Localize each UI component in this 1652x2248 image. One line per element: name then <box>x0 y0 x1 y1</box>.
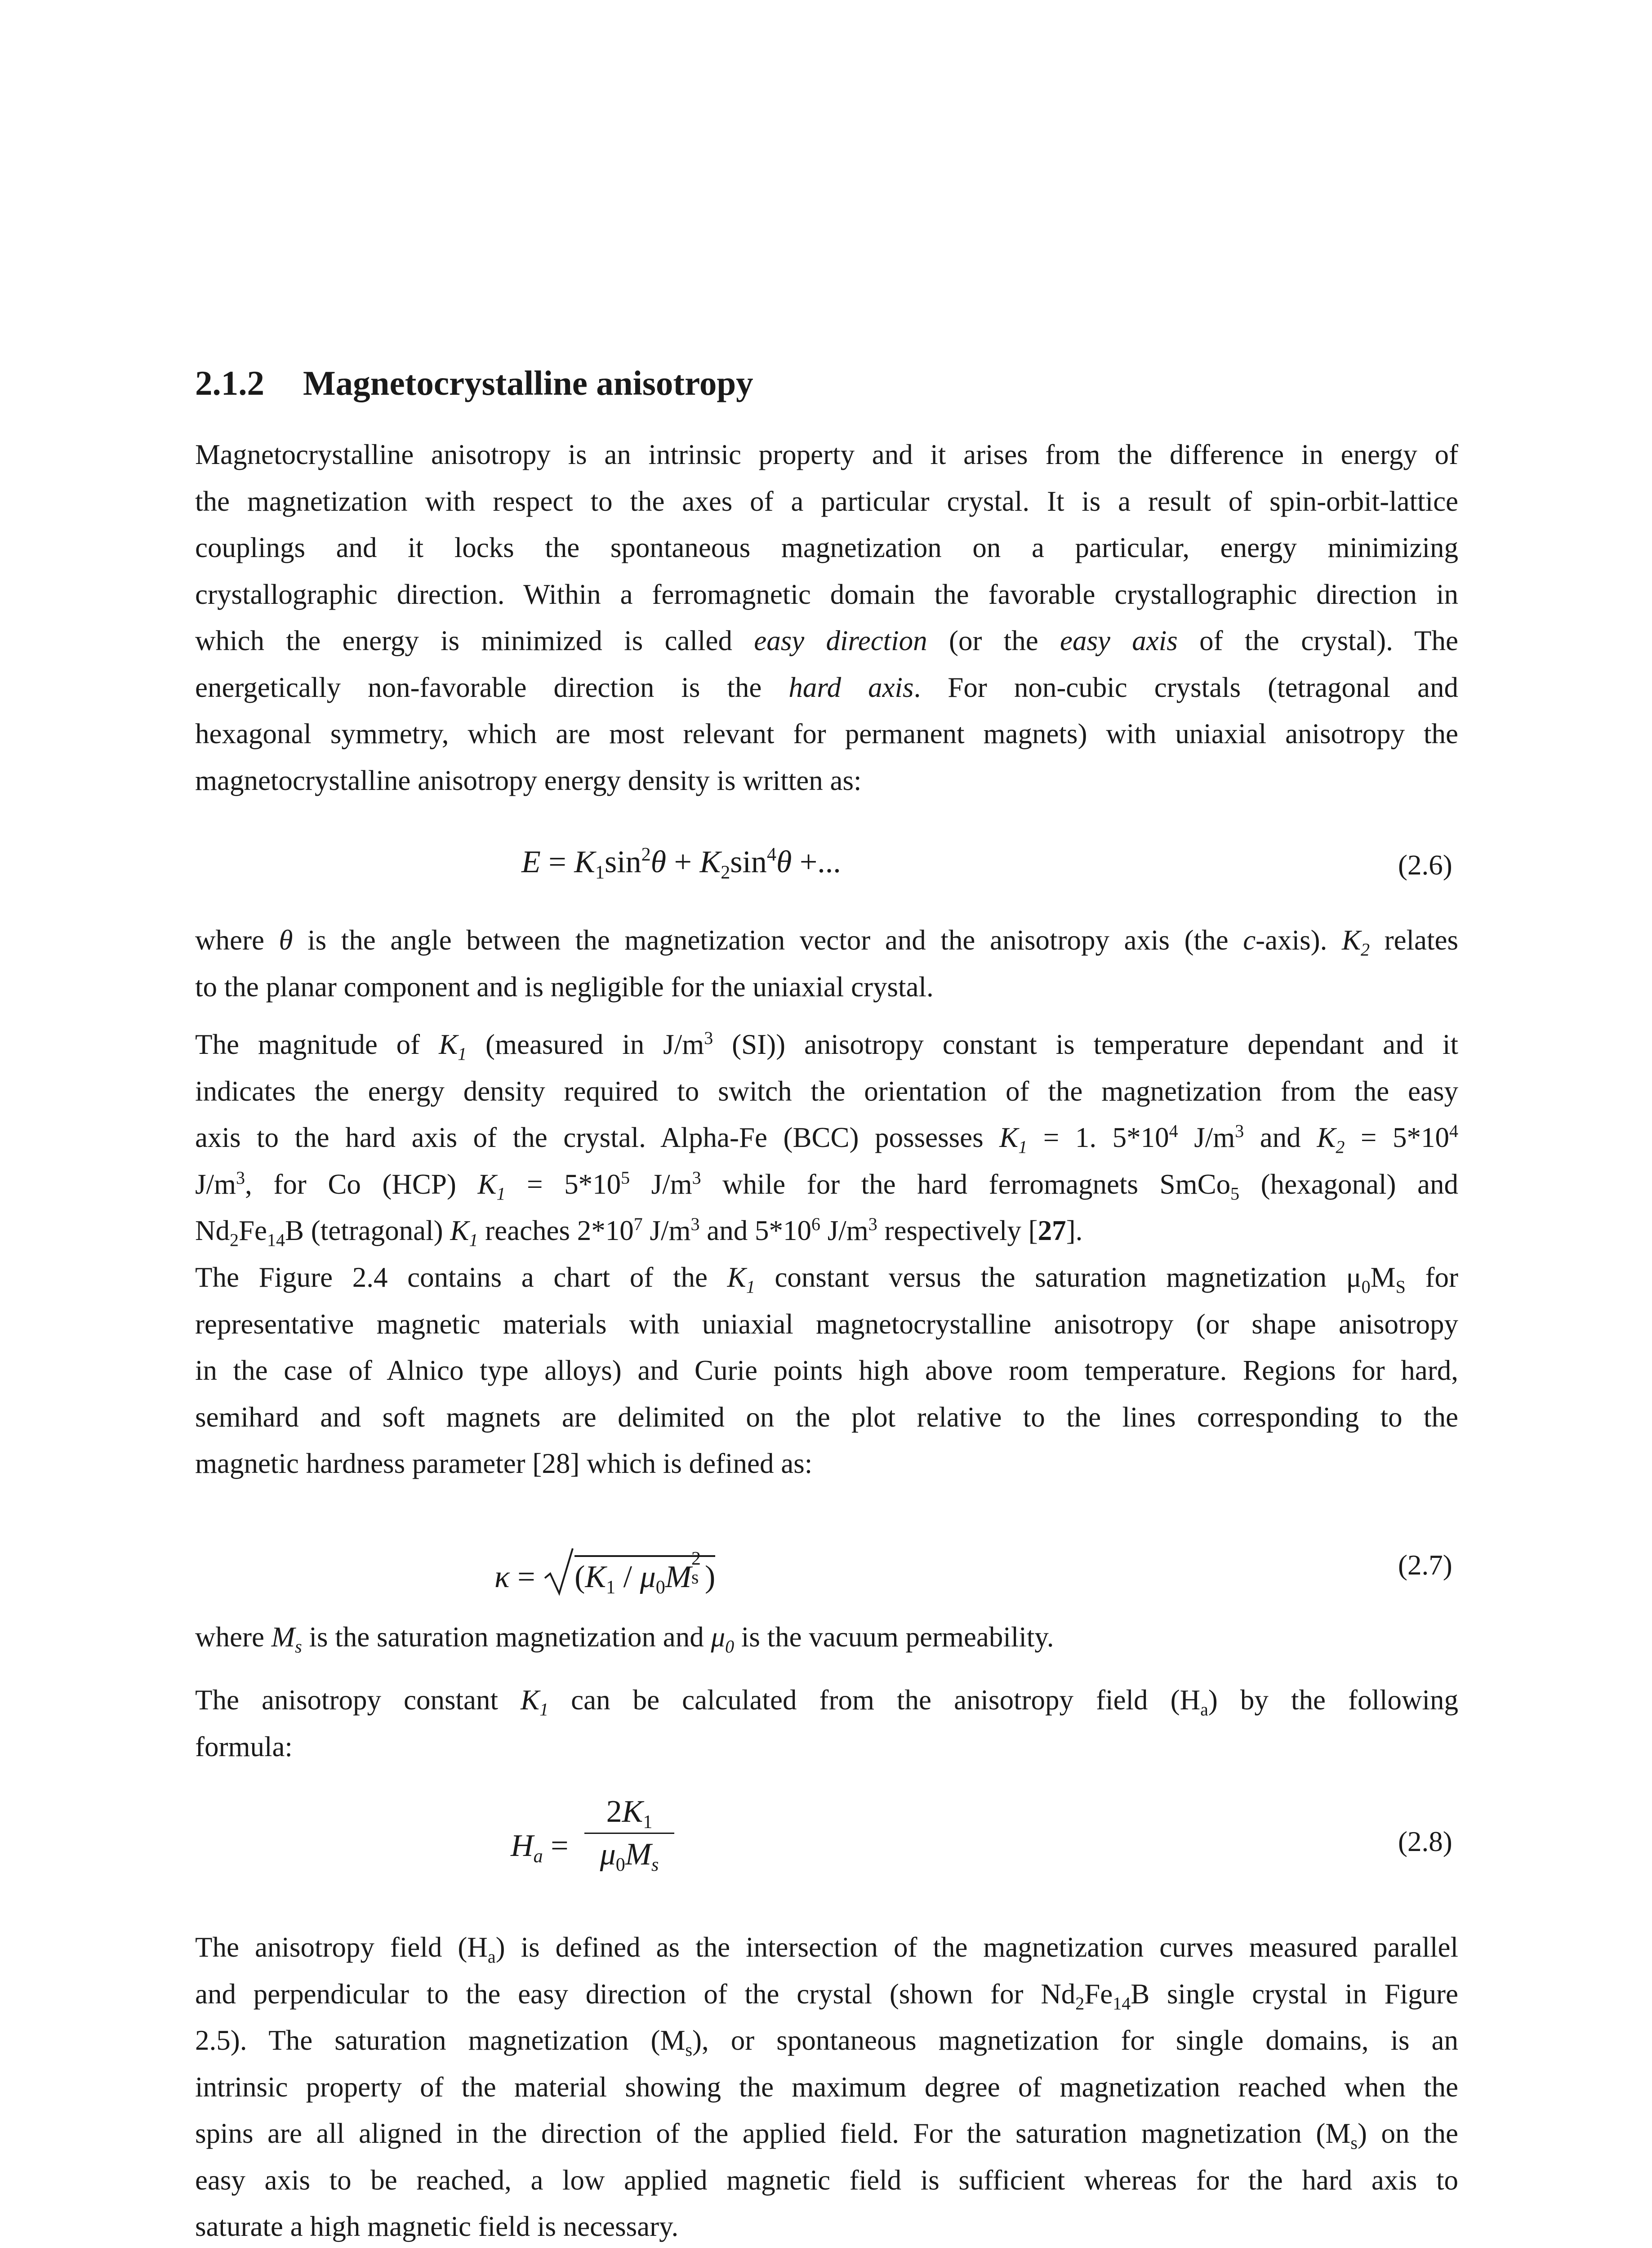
paragraph-figure <box>195 1254 1458 1487</box>
section-heading <box>195 363 753 403</box>
text-line: magnetocrystalline anisotropy energy density is written as: <box>195 764 862 796</box>
citation-27: 27 <box>1038 1215 1066 1246</box>
text-line: hexagonal symmetry, which are most relevant for permanent magnets) with uniaxial anisotropy the <box>195 718 1458 749</box>
equation-number: (2.7) <box>1398 1549 1452 1581</box>
equation-2-8-lhs: $H_a$ = <box>511 1829 569 1867</box>
text-line: easy axis to be reached, a low applied magnetic field is sufficient whereas for the hard axis to <box>195 2164 1458 2196</box>
text-line: saturate a high magnetic field is necessary. <box>195 2211 679 2242</box>
paragraph-theta <box>195 917 1458 1010</box>
term-hard-axis: hard axis <box>788 671 914 703</box>
equation-number: (2.6) <box>1398 849 1452 881</box>
text-line: spins are all aligned in the direction of the applied field. For the saturation magnetization $(M_s)$ on the <box>195 2118 1458 2153</box>
sqrt-icon <box>543 1547 574 1596</box>
text-line: energetically non-favorable direction is the hard axis. For non-cubic crystals (tetragonal and <box>195 671 1458 703</box>
text-line: intrinsic property of the material showing the maximum degree of magnetization reached when the <box>195 2071 1458 2103</box>
text-line: to the planar component and is negligible for the uniaxial crystal. <box>195 971 934 1003</box>
text-line: 2.5). The saturation magnetization $(M_s)$, or spontaneous magnetization for single domains, is an <box>195 2025 1458 2060</box>
text-line: formula: <box>195 1731 293 1762</box>
equation-2-6: $E = K_1\sin^2\theta + K_2\sin^4\theta$ +... <box>521 844 841 883</box>
term-easy-axis: easy axis <box>1060 625 1178 656</box>
paragraph-k1-formula <box>195 1677 1458 1770</box>
text-line: where θ is the angle between the magnetization vector and the anisotropy axis (the c-axis). $K_2$ relates <box>195 924 1458 960</box>
text-line: $J/m^3$, for Co (HCP) $K_1 = 5*10^5$ $J/m^3$ while for the hard ferromagnets SmCo$_5$ (hexagonal) and <box>195 1167 1458 1204</box>
text-line: semihard and soft magnets are delimited on the plot relative to the lines corresponding to the <box>195 1401 1458 1433</box>
text-line: in the case of Alnico type alloys) and Curie points high above room temperature. Regions for hard, <box>195 1355 1458 1386</box>
equation-number: (2.8) <box>1398 1826 1452 1857</box>
paragraph-magnitude <box>195 1021 1458 1254</box>
text-line: representative magnetic materials with uniaxial magnetocrystalline anisotropy (or shape anisotropy <box>195 1308 1458 1340</box>
text-line: crystallographic direction. Within a ferromagnetic domain the favorable crystallographic direction in <box>195 578 1458 610</box>
paragraph-intro <box>195 432 1458 804</box>
paragraph-ms-definition <box>195 1614 1458 1661</box>
text-line: The Figure 2.4 contains a chart of the $K_1$ constant versus the saturation magnetization $\mu_0M_S$ for <box>195 1262 1458 1297</box>
text-line: Magnetocrystalline anisotropy is an intrinsic property and it arises from the difference in energy of <box>195 439 1458 470</box>
text-line: which the energy is minimized is called easy direction (or the easy axis of the crystal). The <box>195 625 1458 656</box>
text-line: The anisotropy constant $K_1$ can be calculated from the anisotropy field $(H_a)$ by the following <box>195 1684 1458 1720</box>
text-line: The magnitude of $K_1$ (measured in $J/m^3$ (SI)) anisotropy constant is temperature dependant and it <box>195 1028 1458 1064</box>
text-line: axis to the hard axis of the crystal. Alpha-Fe (BCC) possesses $K_1 = 1$. $5*10^4$ $J/m^3$ and $K_2 = 5*10^4$ <box>195 1121 1459 1157</box>
equation-2-7: $\kappa = (K_1 / \mu_0M$ s 2 ) <box>494 1547 715 1596</box>
section-number: 2.1.2 <box>195 364 264 402</box>
text-line: magnetic hardness parameter [28] which is defined as: <box>195 1448 813 1479</box>
term-easy-direction: easy direction <box>754 625 927 656</box>
text-line: The anisotropy field $(H_a)$ is defined as the intersection of the magnetization curves measured parallel <box>195 1931 1458 1967</box>
paragraph-anisotropy-field <box>195 1924 1458 2248</box>
text-line: couplings and it locks the spontaneous magnetization on a particular, energy minimizing <box>195 532 1458 563</box>
text-line: and perpendicular to the easy direction of the crystal (shown for $Nd_2Fe_{14}B$ single crystal in Figure <box>195 1978 1458 2014</box>
section-title: Magnetocrystalline anisotropy <box>303 364 753 402</box>
text-line: $Nd_2Fe_{14}B$ (tetragonal) $K_1$ reaches $2*10^7$ $J/m^3$ and $5*10^6$ $J/m^3$ respectively [27]. <box>195 1214 1083 1250</box>
text-line: the magnetization with respect to the axes of a particular crystal. It is a result of spin-orbit-lattice <box>195 485 1458 517</box>
equation-2-8-fraction: $2K_1$ $\mu_0M_s$ <box>584 1794 674 1873</box>
text-line: indicates the energy density required to switch the orientation of the magnetization from the easy <box>195 1075 1458 1107</box>
text-line: where $M_s$ is the saturation magnetization and $\mu_0$ is the vacuum permeability. <box>195 1621 1054 1657</box>
